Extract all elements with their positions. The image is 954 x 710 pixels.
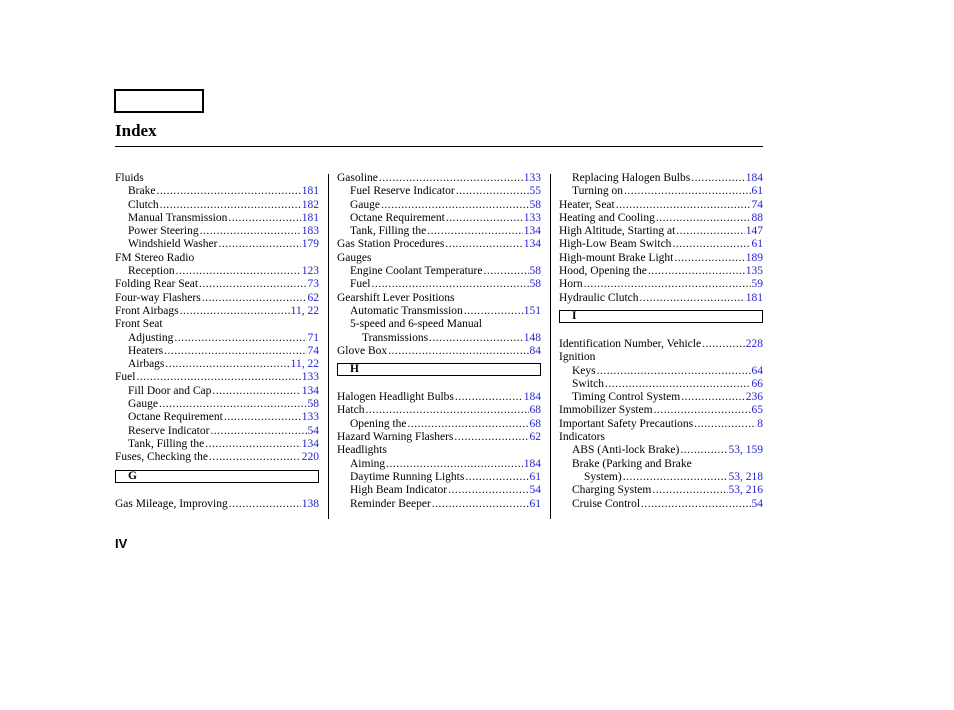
dot-leader [165,358,289,371]
page-reference-link[interactable]: 151 [523,304,541,317]
index-entry [115,398,319,411]
index-entry-label: Gasoline [337,172,378,184]
page-reference-link[interactable]: 182 [301,198,319,211]
page-reference-link[interactable]: 58 [307,398,319,411]
index-entry-label: Opening the [350,417,407,430]
dot-leader [209,451,301,464]
page-reference-link[interactable]: 11, 22 [290,358,319,371]
index-entry-label: Heaters [128,344,164,357]
index-entry-label: 5-speed and 6-speed Manual [350,318,482,331]
index-entry [115,199,319,212]
index-entry-label: Charging System [572,484,652,497]
index-entry-label: Fill Door and Cap [128,384,212,397]
page-reference-link[interactable]: 8 [757,417,763,430]
dot-leader [228,212,300,225]
index-entry-label: Glove Box [337,344,388,357]
index-entry-label: Manual Transmission [128,211,228,224]
dot-leader [465,471,528,484]
index-entry [559,351,763,364]
dot-leader [205,438,301,451]
dot-leader [624,185,750,198]
index-entry-label: ABS (Anti-lock Brake) [572,444,680,457]
index-entry [115,411,319,424]
index-entry-label: Fluids [115,172,144,184]
index-entry [337,225,541,238]
page-reference-link[interactable]: 184 [523,391,541,404]
dot-leader [454,431,528,444]
page-reference-link[interactable]: 74 [307,344,319,357]
page-reference-link[interactable]: 66 [751,377,763,390]
index-entry [559,404,763,417]
index-entry [559,471,763,484]
page-reference-link[interactable]: 53, 218 [728,470,763,483]
dot-leader [605,378,751,391]
index-entry [559,391,763,404]
page-reference-link[interactable]: 61 [529,470,541,483]
index-entry [115,332,319,345]
page-reference-link[interactable]: 134 [523,238,541,251]
page-reference-link[interactable]: 58 [529,278,541,291]
index-entry [337,431,541,444]
index-entry-label: Aiming [350,457,386,470]
dot-leader [445,238,522,251]
dot-leader [674,252,744,265]
dot-leader [365,404,528,417]
index-entry-label: High-Low Beam Switch [559,238,672,251]
page-reference-link[interactable]: 134 [301,437,319,450]
index-entry [337,391,541,404]
index-entry-label: Fuel [350,278,371,291]
page-reference-link[interactable]: 73 [307,278,319,291]
page-reference-link[interactable]: 11, 22 [290,304,319,317]
dot-leader [455,391,523,404]
index-entry-label: Daytime Running Lights [350,470,465,483]
dot-leader [483,265,528,278]
dot-leader [202,292,307,305]
dot-leader [616,199,751,212]
index-entry-label: Switch [572,377,604,390]
index-entry [115,385,319,398]
index-entry [337,404,541,417]
index-entry-label: Tank, Filling the [350,225,427,238]
dot-leader [652,484,727,497]
dot-leader [641,498,750,511]
index-entry-label: Four-way Flashers [115,291,201,304]
index-entry [559,238,763,251]
index-entry [115,278,319,291]
dot-leader [432,498,529,511]
dot-leader [648,265,745,278]
index-entry-label: Replacing Halogen Bulbs [572,172,691,184]
page-reference-link[interactable]: 61 [529,497,541,510]
index-entry [559,458,763,471]
page-title: Index [115,121,157,140]
index-entry [337,238,541,251]
index-entry [115,238,319,251]
index-entry-label: Gas Mileage, Improving [115,497,228,510]
index-entry-label: Adjusting [128,331,174,344]
page-reference-link[interactable]: 62 [529,431,541,444]
index-entry [559,278,763,291]
dot-leader [371,278,528,291]
dot-leader [408,418,529,431]
index-entry-label: Timing Control System [572,391,681,404]
section-letter-header: G [115,470,319,483]
dot-leader [379,172,523,185]
page-reference-link[interactable]: 181 [301,211,319,224]
index-entry-label: Front Airbags [115,304,179,317]
index-entry-label: High Altitude, Starting at [559,225,676,238]
page-reference-link[interactable]: 54 [307,424,319,437]
index-entry [559,265,763,278]
section-letter-header: H [337,363,541,376]
dot-leader [159,398,306,411]
title-rule [115,146,763,147]
index-entry [115,451,319,464]
index-entry [115,438,319,451]
dot-leader [164,345,306,358]
index-entry-label: Important Safety Precautions [559,417,694,430]
dot-leader [229,498,301,511]
page-reference-link[interactable]: 68 [529,404,541,417]
index-entry [115,185,319,198]
index-entry [559,252,763,265]
dot-leader [212,385,300,398]
page-reference-link[interactable]: 236 [745,391,763,404]
page-reference-link[interactable]: 74 [751,198,763,211]
page-reference-link[interactable]: 58 [529,198,541,211]
dot-leader [448,484,528,497]
index-entry-label: Brake [128,185,156,198]
page-reference-link[interactable]: 58 [529,265,541,278]
page-reference-link[interactable]: 65 [751,404,763,417]
index-entry [115,498,319,511]
page-reference-link[interactable]: 54 [751,497,763,510]
index-entry [337,172,541,185]
page-number: IV [115,536,128,551]
page-reference-link[interactable]: 54 [529,484,541,497]
page-reference-link[interactable]: 64 [751,364,763,377]
index-entry-label: Turning on [572,185,624,198]
index-entry-label: Folding Rear Seat [115,278,199,291]
dot-leader [224,411,301,424]
index-entry-label: Octane Requirement [350,211,445,224]
dot-leader [464,305,523,318]
index-entry [115,305,319,318]
index-entry-label: Fuel Reserve Indicator [350,185,455,198]
page-reference-link[interactable]: 61 [751,185,763,198]
index-entry [559,444,763,457]
index-entry [559,225,763,238]
index-entry [115,252,319,265]
index-entry [559,185,763,198]
index-entry-label: Hood, Opening the [559,265,647,278]
dot-leader [584,278,751,291]
dot-leader [174,332,306,345]
index-entry [559,484,763,497]
page-reference-link[interactable]: 133 [523,172,541,184]
dot-leader [681,391,745,404]
dot-leader [694,418,756,431]
index-entry-label: Keys [572,364,596,377]
index-entry-label: Ignition [559,351,596,364]
index-entry [337,498,541,511]
index-entry [337,471,541,484]
index-entry [337,345,541,358]
index-entry [115,425,319,438]
index-entry-label: Gauges [337,251,372,264]
index-entry [337,265,541,278]
dot-leader [388,345,528,358]
column-divider [328,174,329,519]
page-reference-link[interactable]: 53, 216 [728,484,763,497]
dot-leader [200,225,301,238]
index-entry-label: Gauge [128,398,159,411]
dot-leader [446,212,523,225]
dot-leader [597,365,751,378]
page-reference-link[interactable]: 183 [301,225,319,238]
dot-leader [691,172,745,185]
section-letter-header: I [559,310,763,323]
index-column-3 [559,172,763,511]
index-entry-label: Clutch [128,198,159,211]
dot-leader [427,225,523,238]
dot-leader [623,471,728,484]
page-reference-link[interactable]: 133 [301,371,319,384]
index-entry [337,458,541,471]
index-entry [337,332,541,345]
page-reference-link[interactable]: 62 [307,291,319,304]
index-entry-label: Indicators [559,431,605,444]
dot-leader [199,278,306,291]
page-reference-link[interactable]: 184 [745,172,763,184]
dot-leader [672,238,750,251]
dot-leader [654,404,751,417]
page-reference-link[interactable]: 55 [529,185,541,198]
column-divider [550,174,551,519]
index-column-1 [115,172,319,511]
index-entry-label: Gauge [350,198,381,211]
dot-leader [702,338,745,351]
index-entry-label: Heater, Seat [559,198,615,211]
index-entry-label: Hydraulic Clutch [559,291,639,304]
index-entry [559,292,763,305]
index-entry-label: High-mount Brake Light [559,251,674,264]
index-entry [115,292,319,305]
index-entry-label: Octane Requirement [128,411,223,424]
page-reference-link[interactable]: 71 [307,331,319,344]
index-entry [337,305,541,318]
page-reference-link[interactable]: 228 [745,337,763,350]
index-entry-label: System) [584,470,622,483]
page-reference-link[interactable]: 179 [301,238,319,251]
page-reference-link[interactable]: 147 [745,225,763,238]
page-reference-link[interactable]: 61 [751,238,763,251]
dot-leader [156,185,300,198]
dot-leader [676,225,744,238]
index-entry [115,225,319,238]
index-entry-label: Halogen Headlight Bulbs [337,391,454,404]
dot-leader [680,444,727,457]
index-entry [337,418,541,431]
index-entry [559,378,763,391]
index-entry [115,172,319,185]
dot-leader [180,305,290,318]
index-entry-label: Brake (Parking and Brake [572,457,692,470]
index-entry [337,212,541,225]
dot-leader [136,371,300,384]
index-entry-label: Windshield Washer [128,238,218,251]
dot-leader [656,212,751,225]
index-entry-label: Transmissions [362,331,429,344]
index-entry-label: Immobilizer System [559,404,653,417]
index-column-2 [337,172,541,511]
index-entry-label: High Beam Indicator [350,484,448,497]
index-entry-label: Airbags [128,358,165,371]
index-entry [337,292,541,305]
index-entry [559,431,763,444]
index-entry [115,371,319,384]
dot-leader [176,265,301,278]
index-entry-label: Power Steering [128,225,199,238]
page-reference-link[interactable]: 133 [301,411,319,424]
index-entry-label: Engine Coolant Temperature [350,265,483,278]
index-entry [337,318,541,331]
index-entry-label: FM Stereo Radio [115,251,195,264]
index-entry [559,212,763,225]
index-entry [115,318,319,331]
index-entry [337,252,541,265]
page-reference-link[interactable]: 123 [301,265,319,278]
index-entry-label: Reception [128,265,175,278]
index-entry-label: Hazard Warning Flashers [337,431,454,444]
chapter-tab-box [114,89,204,113]
dot-leader [640,292,745,305]
page-reference-link[interactable]: 148 [523,331,541,344]
index-entry-label: Gas Station Procedures [337,238,445,251]
index-entry-label: Heating and Cooling [559,211,655,224]
index-entry [559,199,763,212]
page-reference-link[interactable]: 135 [745,265,763,278]
dot-leader [386,458,523,471]
index-entry-label: Reserve Indicator [128,424,210,437]
index-entry-label: Cruise Control [572,497,641,510]
index-entry [559,338,763,351]
index-entry-label: Reminder Beeper [350,497,431,510]
index-entry-label: Front Seat [115,318,163,331]
page-reference-link[interactable]: 181 [745,291,763,304]
dot-leader [210,425,306,438]
index-entry-label: Tank, Filling the [128,437,205,450]
index-entry [337,185,541,198]
index-entry [337,484,541,497]
index-entry [559,365,763,378]
index-entry [115,345,319,358]
page-reference-link[interactable]: 181 [301,185,319,198]
index-entry-label: Automatic Transmission [350,304,463,317]
dot-leader [160,199,301,212]
index-entry-label: Gearshift Lever Positions [337,291,455,304]
page-reference-link[interactable]: 134 [523,225,541,238]
page-reference-link[interactable]: 220 [301,451,319,464]
index-entry-label: Hatch [337,404,365,417]
page-reference-link[interactable]: 138 [301,497,319,510]
index-entry-label: Fuel [115,371,136,384]
dot-leader [381,199,528,212]
index-entry-label: Headlights [337,444,387,457]
index-entry [337,278,541,291]
index-entry [559,498,763,511]
dot-leader [218,238,300,251]
page-reference-link[interactable]: 189 [745,251,763,264]
dot-leader [456,185,529,198]
dot-leader [429,332,523,345]
index-entry [337,444,541,457]
index-entry-label: Fuses, Checking the [115,451,208,464]
page-reference-link[interactable]: 59 [751,278,763,291]
page-reference-link[interactable]: 134 [301,384,319,397]
index-entry [115,212,319,225]
index-entry-label: Horn [559,278,583,291]
page-reference-link[interactable]: 53, 159 [728,444,763,457]
index-entry [559,172,763,185]
index-entry [115,358,319,371]
index-entry-label: Identification Number, Vehicle [559,337,702,350]
page-reference-link[interactable]: 88 [751,211,763,224]
page-reference-link[interactable]: 68 [529,417,541,430]
page-reference-link[interactable]: 84 [529,344,541,357]
index-entry [559,418,763,431]
index-entry [337,199,541,212]
page-reference-link[interactable]: 133 [523,211,541,224]
page-reference-link[interactable]: 184 [523,457,541,470]
index-entry [115,265,319,278]
